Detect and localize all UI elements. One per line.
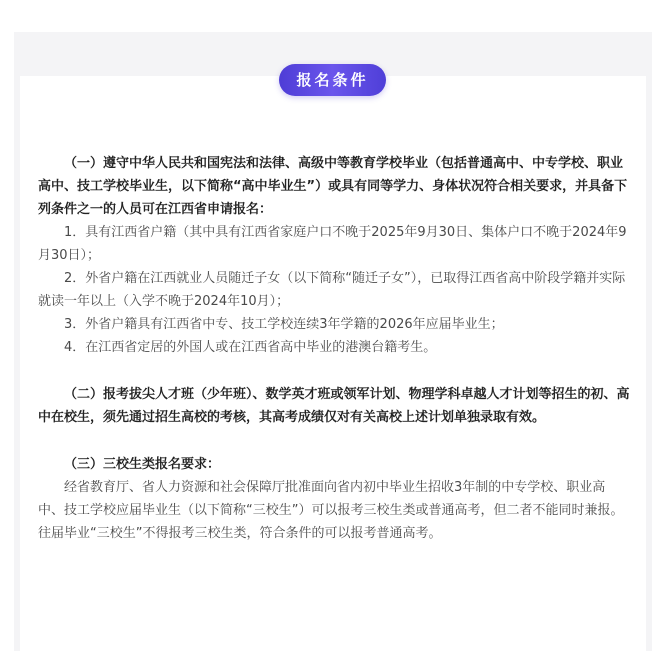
list-item: 1．具有江西省户籍（其中具有江西省家庭户口不晚于2025年9月30日、集体户口不晚于2024年9月30日）； — [38, 225, 627, 263]
spacer — [38, 359, 630, 383]
list-item: 2．外省户籍在江西就业人员随迁子女（以下简称“随迁子女”），已取得江西省高中阶段学籍并实际就读一年以上（入学不晚于2024年10月）； — [38, 271, 626, 309]
paragraph-heading-1: （一）遵守中华人民共和国宪法和法律、高级中等教育学校毕业（包括普通高中、中专学校、职业高中、技工学校毕业生，以下简称“高中毕业生”）或具有同等学力、身体状况符合相关要求，并具备下列条件之一的人员可在江西省申请报名： — [38, 156, 628, 217]
list-item: 3．外省户籍具有江西省中专、技工学校连续3年学籍的2026年应届毕业生； — [64, 317, 504, 332]
article-body — [38, 152, 630, 545]
list-item: 4．在江西省定居的外国人或在江西省高中毕业的港澳台籍考生。 — [64, 340, 437, 355]
paragraph: 经省教育厅、省人力资源和社会保障厅批准面向省内初中毕业生招收3年制的中专学校、职业高中、技工学校应届毕业生（以下简称“三校生”）可以报考三校生类或普通高考，但二者不能同时兼报。往届毕业“三校生”不得报考三校生类，符合条件的可以报考普通高考。 — [38, 480, 624, 541]
paragraph-heading-2: （二）报考拔尖人才班（少年班）、数学英才班或领军计划、物理学科卓越人才计划等招生的初、高中在校生，须先通过招生高校的考核，其高考成绩仅对有关高校上述计划单独录取有效。 — [38, 387, 630, 425]
section-title-badge: 报名条件 — [279, 64, 386, 96]
paragraph-heading-3: （三）三校生类报名要求： — [64, 457, 221, 472]
spacer — [38, 429, 630, 453]
